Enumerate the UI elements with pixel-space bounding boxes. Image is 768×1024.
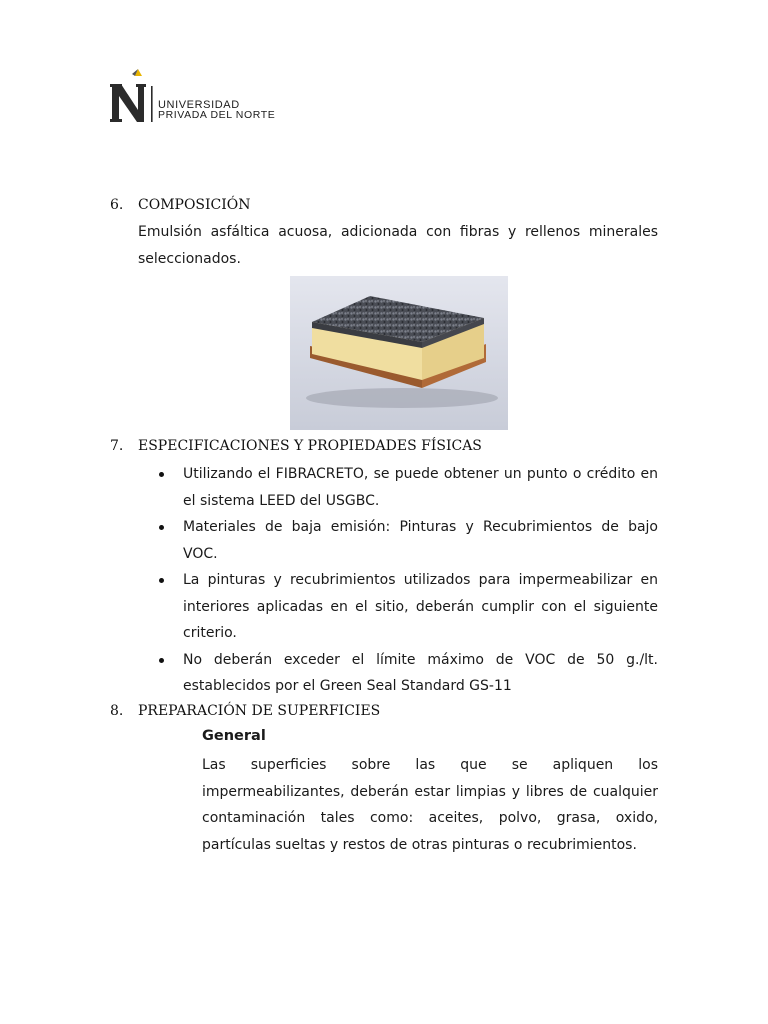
list-item: La pinturas y recubrimientos utilizados para impermeabilizar en interiores aplicadas en el sitio, deberán cumplir con el siguiente criterio.	[156, 567, 658, 647]
section-6-number: 6.	[110, 197, 124, 213]
section-8-title: PREPARACIÓN DE SUPERFICIES	[138, 703, 381, 719]
section-6-heading	[110, 197, 251, 213]
section-7-title: ESPECIFICACIONES Y PROPIEDADES FÍSICAS	[138, 438, 482, 454]
list-item: Utilizando el FIBRACRETO, se puede obtener un punto o crédito en el sistema LEED del USGBC.	[156, 461, 658, 514]
material-sample-photo	[290, 276, 508, 430]
university-logo	[108, 66, 308, 124]
composicion-text: Emulsión asfáltica acuosa, adicionada con fibras y rellenos minerales seleccionados.	[138, 224, 658, 267]
logo-line-1: UNIVERSIDAD	[158, 99, 240, 111]
specifications-list	[156, 461, 658, 700]
general-subheading: General	[202, 728, 266, 744]
university-name	[158, 100, 275, 120]
preparacion-text: Las superficies sobre las que se apliquen los impermeabilizantes, deberán estar limpias y libres de cualquier contaminación tales como: aceites, polvo, grasa, oxido, partículas sueltas y restos de otras pinturas o recubrimientos.	[202, 757, 658, 853]
section-6-title: COMPOSICIÓN	[138, 197, 251, 213]
section-7-number: 7.	[110, 438, 124, 454]
list-item: Materiales de baja emisión: Pinturas y Recubrimientos de bajo VOC.	[156, 514, 658, 567]
list-item: No deberán exceder el límite máximo de VOC de 50 g./lt. establecidos por el Green Seal Standard GS-11	[156, 647, 658, 700]
university-logo-icon	[108, 66, 156, 124]
section-7-heading	[110, 438, 482, 454]
logo-line-2: PRIVADA DEL NORTE	[158, 109, 276, 121]
section-8-number: 8.	[110, 703, 124, 719]
section-8-heading	[110, 703, 380, 719]
